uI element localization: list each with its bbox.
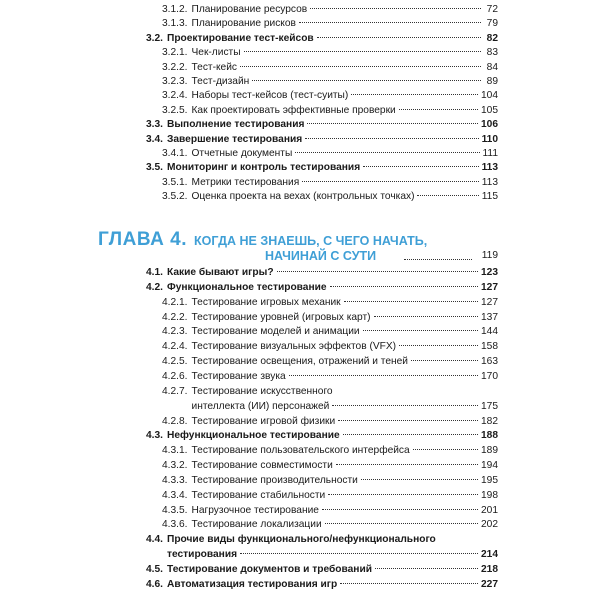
leader-dots <box>338 415 478 421</box>
leader-dots <box>351 89 478 95</box>
toc-entry[interactable] <box>0 89 600 103</box>
toc-entry-line <box>162 355 498 369</box>
entry-page-number: 158 <box>481 341 498 353</box>
entry-number: 4.3.5. <box>162 504 188 516</box>
toc-entry-line <box>146 533 498 547</box>
entry-number: 4.2.3. <box>162 326 188 338</box>
entry-title: Тестирование игровых механик <box>191 296 341 308</box>
toc-entry-line <box>146 32 498 46</box>
leader-dots <box>277 266 478 272</box>
toc-entry-continuation <box>0 548 600 562</box>
entry-title: Тестирование производительности <box>191 474 358 486</box>
toc-entry[interactable] <box>0 61 600 75</box>
entry-page-number: 214 <box>481 549 498 561</box>
chapter-4-heading[interactable] <box>98 229 498 263</box>
toc-entry[interactable] <box>0 474 600 488</box>
leader-dots <box>289 370 478 376</box>
toc-entry-line <box>162 459 498 473</box>
toc-entry-line <box>162 17 498 31</box>
entry-page-number: 201 <box>481 504 498 516</box>
leader-dots <box>299 17 481 23</box>
entry-page-number: 188 <box>481 430 498 442</box>
entry-number: 4.5. <box>146 564 163 575</box>
entry-number: 3.2. <box>146 32 163 44</box>
leader-dots <box>305 133 478 139</box>
toc-entry[interactable] <box>0 266 600 280</box>
entry-number: 3.1.2. <box>162 4 188 15</box>
entry-page-number: 202 <box>481 519 498 531</box>
entry-page-number: 218 <box>481 564 498 575</box>
leader-dots <box>374 311 478 317</box>
toc-entry-line <box>162 147 498 161</box>
leader-dots <box>307 118 478 124</box>
entry-page-number: 127 <box>481 281 498 293</box>
entry-title: Тестирование освещения, отражений и теней <box>191 356 409 368</box>
leader-dots <box>332 400 478 406</box>
toc-entry-line <box>162 3 498 17</box>
entry-number: 3.2.3. <box>162 76 188 87</box>
entry-number: 3.2.5. <box>162 104 188 116</box>
entry-number: 4.3.4. <box>162 489 188 501</box>
entry-page-number: 79 <box>486 18 498 30</box>
entry-page-number: 113 <box>481 162 498 174</box>
toc-entry[interactable] <box>0 340 600 354</box>
entry-number: 3.3. <box>146 119 163 131</box>
leader-dots <box>404 251 472 260</box>
toc-entry-line <box>146 281 498 295</box>
entry-page-number: 89 <box>486 76 498 87</box>
toc-entry[interactable] <box>0 3 600 17</box>
chapter-label: ГЛАВА 4. <box>98 229 187 250</box>
toc-entry[interactable] <box>0 133 600 147</box>
leader-dots <box>240 61 481 67</box>
leader-dots <box>375 563 478 569</box>
leader-dots <box>330 281 478 287</box>
entry-page-number: 105 <box>481 104 498 116</box>
toc-entry[interactable] <box>0 355 600 369</box>
entry-number: 3.2.2. <box>162 61 188 73</box>
entry-title: Тест-дизайн <box>191 76 250 87</box>
entry-title: Нагрузочное тестирование <box>191 504 319 516</box>
entry-page-number: 194 <box>481 460 498 472</box>
entry-title: Нефункциональное тестирование <box>167 430 340 442</box>
entry-title: Функциональное тестирование <box>167 281 327 293</box>
entry-title: Отчетные документы <box>191 148 293 159</box>
entry-number: 4.2. <box>146 281 163 293</box>
leader-dots <box>363 325 478 331</box>
toc-entry[interactable] <box>0 176 600 190</box>
toc-entry[interactable] <box>0 46 600 60</box>
entry-title: Проектирование тест-кейсов <box>167 32 314 44</box>
toc-entry-line <box>162 89 498 103</box>
entry-title: Тестирование уровней (игровых карт) <box>191 311 371 323</box>
leader-dots <box>343 429 478 435</box>
entry-title: Тестирование стабильности <box>191 489 326 501</box>
entry-title-continued: тестирования <box>167 549 238 561</box>
toc-entry-line <box>162 415 498 429</box>
toc-entry-line <box>162 75 498 89</box>
toc-entry[interactable] <box>0 429 600 443</box>
toc-entry[interactable] <box>0 325 600 339</box>
toc-entry-line <box>146 563 498 577</box>
toc-entry-line <box>146 133 498 147</box>
leader-dots <box>413 444 478 450</box>
leader-dots <box>399 104 478 110</box>
toc-entry-line <box>162 474 498 488</box>
entry-number: 3.5.1. <box>162 176 188 188</box>
toc-entry[interactable] <box>0 504 600 518</box>
entry-number: 4.3.1. <box>162 445 188 457</box>
leader-dots <box>411 355 478 361</box>
entry-page-number: 84 <box>486 61 498 73</box>
toc-entry-line <box>162 104 498 118</box>
entry-title: Тест-кейс <box>191 61 237 73</box>
entry-page-number: 123 <box>481 267 498 278</box>
entry-page-number: 227 <box>481 578 498 590</box>
toc-entry-line <box>146 578 498 592</box>
entry-number: 3.2.1. <box>162 47 188 59</box>
toc-entry[interactable] <box>0 32 600 46</box>
toc-entry[interactable] <box>0 563 600 577</box>
toc-entry[interactable] <box>0 578 600 592</box>
toc-entry[interactable] <box>0 489 600 503</box>
leader-dots <box>240 548 478 554</box>
toc-entry[interactable] <box>0 518 600 532</box>
toc-entry[interactable] <box>0 459 600 473</box>
entry-title: Тестирование моделей и анимации <box>191 326 360 338</box>
entry-number: 4.2.8. <box>162 415 188 427</box>
leader-dots <box>417 190 478 196</box>
toc-entry-line <box>146 548 498 562</box>
toc-entry-line <box>146 118 498 132</box>
toc-entry-line <box>162 385 498 399</box>
toc-entry[interactable] <box>0 533 600 547</box>
entry-title: Тестирование локализации <box>191 519 322 531</box>
entry-number: 4.2.1. <box>162 296 188 308</box>
toc-entry[interactable] <box>0 385 600 399</box>
toc-entry-continuation <box>0 400 600 414</box>
leader-dots <box>252 75 481 81</box>
entry-title: Тестирование документов и требований <box>167 564 372 575</box>
leader-dots <box>361 474 478 480</box>
entry-title: Тестирование искусственного <box>191 385 333 397</box>
entry-page-number: 144 <box>481 326 498 338</box>
entry-title: Автоматизация тестирования игр <box>167 578 338 590</box>
leader-dots <box>317 32 481 38</box>
entry-title: Мониторинг и контроль тестирования <box>167 162 361 174</box>
toc-entry-line <box>162 311 498 325</box>
leader-dots <box>302 176 479 182</box>
toc-entry-line <box>162 504 498 518</box>
toc-entry-line <box>146 161 498 175</box>
entry-title: Планирование рисков <box>191 18 296 30</box>
entry-title: Тестирование визуальных эффектов (VFX) <box>191 341 397 353</box>
entry-page-number: 82 <box>486 32 498 44</box>
toc-entry-line <box>146 429 498 443</box>
entry-title: Наборы тест-кейсов (тест-суиты) <box>191 90 349 102</box>
entry-page-number: 104 <box>481 90 498 102</box>
toc-entry-line <box>162 325 498 339</box>
toc-entry[interactable] <box>0 444 600 458</box>
toc-entry-line <box>162 190 498 204</box>
entry-number: 3.5. <box>146 162 163 174</box>
toc-entry[interactable] <box>0 370 600 384</box>
entry-number: 4.2.4. <box>162 341 188 353</box>
entry-page-number: 163 <box>481 356 498 368</box>
leader-dots <box>295 147 479 153</box>
entry-number: 4.2.6. <box>162 370 188 382</box>
toc-entry[interactable] <box>0 75 600 89</box>
toc-entry-line <box>162 296 498 310</box>
toc-entry-line <box>146 266 498 280</box>
entry-number: 3.4.1. <box>162 148 188 159</box>
entry-title: Прочие виды функционального/нефункционального <box>167 534 436 546</box>
toc-entry-line <box>162 340 498 354</box>
toc-entry[interactable] <box>0 296 600 310</box>
toc-entry-line <box>162 370 498 384</box>
entry-page-number: 72 <box>486 4 498 15</box>
toc-entry-line <box>162 400 498 414</box>
entry-title: Тестирование совместимости <box>191 460 333 472</box>
leader-dots <box>322 504 478 510</box>
entry-number: 4.6. <box>146 578 163 590</box>
entry-page-number: 195 <box>481 474 498 486</box>
entry-number: 3.1.3. <box>162 18 188 30</box>
chapter-page-number: 119 <box>481 250 498 261</box>
entry-number: 4.1. <box>146 267 163 278</box>
toc-entry[interactable] <box>0 311 600 325</box>
entry-number: 4.3.3. <box>162 474 188 486</box>
leader-dots <box>244 46 481 52</box>
entry-number: 4.2.7. <box>162 385 188 397</box>
entry-number: 4.4. <box>146 534 163 546</box>
leader-dots <box>363 161 478 167</box>
entry-title: Тестирование пользовательского интерфейса <box>191 445 410 457</box>
entry-title: Метрики тестирования <box>191 176 300 188</box>
entry-number: 4.3. <box>146 430 163 442</box>
toc-entry[interactable] <box>0 161 600 175</box>
entry-number: 3.4. <box>146 133 163 145</box>
entry-page-number: 110 <box>481 133 498 145</box>
entry-title: Выполнение тестирования <box>167 119 305 131</box>
entry-number: 4.2.5. <box>162 356 188 368</box>
entry-title: Какие бывают игры? <box>167 267 274 278</box>
entry-title: Оценка проекта на вехах (контрольных точках) <box>191 191 415 203</box>
entry-title: Чек-листы <box>191 47 241 59</box>
toc-entry-line <box>162 489 498 503</box>
entry-number: 3.2.4. <box>162 90 188 102</box>
entry-number: 4.2.2. <box>162 311 188 323</box>
toc-entry-line <box>162 176 498 190</box>
entry-number: 3.5.2. <box>162 191 188 203</box>
entry-page-number: 106 <box>481 119 498 131</box>
entry-title: Как проектировать эффективные проверки <box>191 104 396 116</box>
chapter-title-line-2: НАЧИНАЙ С СУТИ <box>265 249 377 263</box>
leader-dots <box>328 489 478 495</box>
toc-entry[interactable] <box>0 17 600 31</box>
entry-title: Планирование ресурсов <box>191 4 308 15</box>
entry-page-number: 83 <box>486 47 498 59</box>
entry-number: 4.3.2. <box>162 460 188 472</box>
toc-entry-line <box>162 518 498 532</box>
entry-page-number: 182 <box>481 415 498 427</box>
entry-page-number: 170 <box>481 370 498 382</box>
entry-page-number: 175 <box>481 400 498 412</box>
entry-page-number: 115 <box>481 191 498 203</box>
toc-entry-line <box>162 444 498 458</box>
leader-dots <box>310 3 481 9</box>
leader-dots <box>340 578 478 584</box>
toc-entry-line <box>162 61 498 75</box>
entry-number: 4.3.6. <box>162 519 188 531</box>
toc-entry[interactable] <box>0 415 600 429</box>
entry-title: Тестирование звука <box>191 370 286 382</box>
entry-title-continued: интеллекта (ИИ) персонажей <box>191 400 330 412</box>
toc-entry[interactable] <box>0 281 600 295</box>
entry-page-number: 111 <box>482 148 498 159</box>
toc-entry[interactable] <box>0 118 600 132</box>
toc-entry[interactable] <box>0 190 600 204</box>
entry-page-number: 189 <box>481 445 498 457</box>
leader-dots <box>399 340 478 346</box>
entry-page-number: 113 <box>481 176 498 188</box>
entry-title: Тестирование игровой физики <box>191 415 336 427</box>
entry-page-number: 198 <box>481 489 498 501</box>
entry-page-number: 137 <box>481 311 498 323</box>
toc-entry-line <box>162 46 498 60</box>
entry-title: Завершение тестирования <box>167 133 303 145</box>
toc-entry[interactable] <box>0 147 600 161</box>
entry-page-number: 127 <box>481 296 498 308</box>
chapter-title-line-1: КОГДА НЕ ЗНАЕШЬ, С ЧЕГО НАЧАТЬ, <box>194 234 428 248</box>
toc-entry[interactable] <box>0 104 600 118</box>
leader-dots <box>336 459 478 465</box>
leader-dots <box>344 296 478 302</box>
leader-dots <box>325 518 478 524</box>
